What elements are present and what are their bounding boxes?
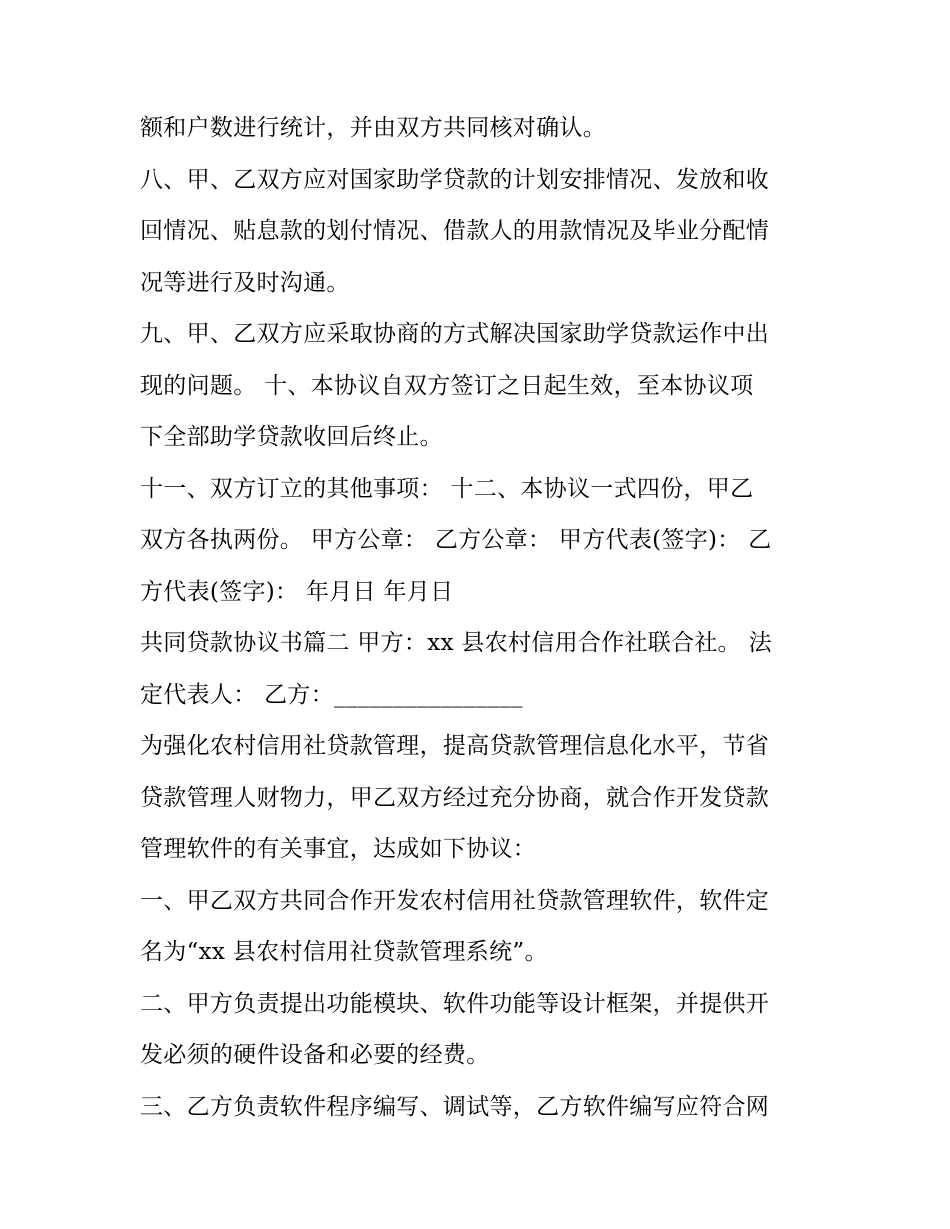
- text-line: 八、甲、乙双方应对国家助学贷款的计划安排情况、发放和收: [140, 166, 770, 193]
- text-line: 发必须的硬件设备和必要的经费。: [140, 1042, 490, 1068]
- document-body: [140, 103, 820, 1133]
- text-line: 一、甲乙双方共同合作开发农村信用社贷款管理软件，软件定: [140, 887, 770, 914]
- text-line: 管理软件的有关事宜，达成如下协议：: [140, 836, 537, 862]
- text-line: 额和户数进行统计，并由双方共同核对确认。: [140, 115, 606, 141]
- text-line: 二、甲方负责提出功能模块、软件功能等设计框架，并提供开: [140, 990, 770, 1017]
- text-line: 况等进行及时沟通。: [140, 269, 350, 296]
- text-line: 十一、双方订立的其他事项： 十二、本协议一式四份，甲乙: [140, 475, 754, 502]
- text-line: 九、甲、乙双方应采取协商的方式解决国家助学贷款运作中出: [140, 321, 770, 347]
- text-line: 现的问题。 十、本协议自双方签订之日起生效，至本协议项: [140, 372, 754, 399]
- text-line: 定代表人： 乙方：________________: [140, 681, 523, 708]
- text-line: 贷款管理人财物力，甲乙双方经过充分协商，就合作开发贷款: [140, 784, 770, 811]
- text-line: 下全部助学贷款收回后终止。: [140, 424, 443, 450]
- text-line: 双方各执两份。 甲方公章： 乙方公章： 甲方代表(签字)： 乙: [140, 527, 772, 553]
- text-line: 为强化农村信用社贷款管理，提高贷款管理信息化水平，节省: [140, 733, 770, 759]
- text-line: 方代表(签字)： 年月日 年月日: [140, 578, 454, 605]
- text-line: 共同贷款协议书篇二 甲方：xx 县农村信用合作社联合社。 法: [140, 630, 772, 656]
- text-line: 三、乙方负责软件程序编写、调试等，乙方软件编写应符合网: [140, 1093, 770, 1120]
- text-line: 名为“xx 县农村信用社贷款管理系统”。: [140, 939, 548, 965]
- text-line: 回情况、贴息款的划付情况、借款人的用款情况及毕业分配情: [140, 218, 770, 244]
